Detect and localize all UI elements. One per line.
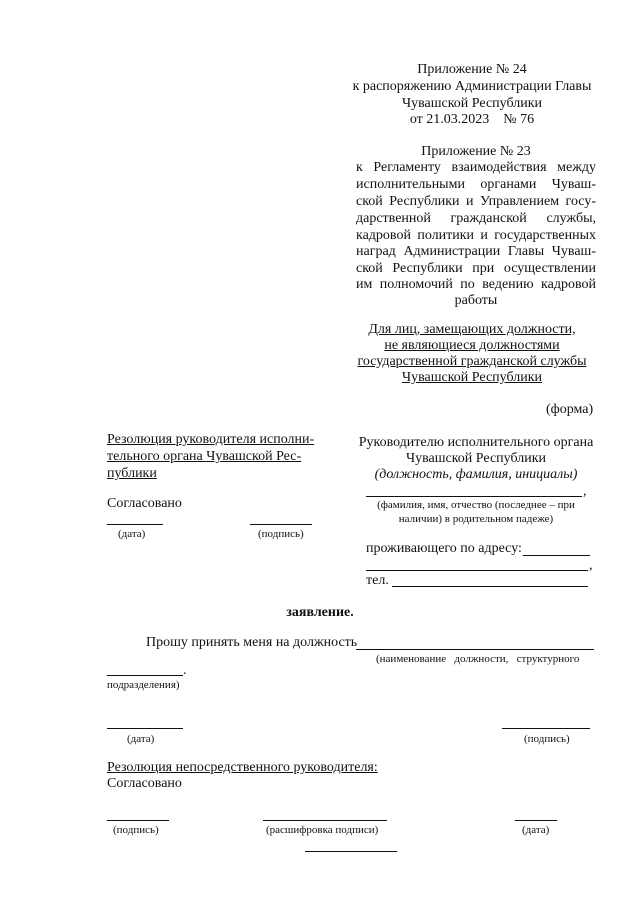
phone-line [392, 586, 588, 587]
signature-caption: (подпись) [524, 733, 570, 745]
resolution-head-line: Резолюция руководителя исполни- [107, 432, 315, 447]
appendix23-line: исполнительными органами Чуваш- [356, 177, 596, 192]
agreed-label: Согласовано [107, 496, 182, 511]
fio-hint: наличии) в родительном падеже) [398, 513, 554, 525]
address-line [523, 555, 590, 556]
appendix23-line: к Регламенту взаимодействия между [356, 160, 596, 175]
addressee-line: Руководителю исполнительного органа [358, 435, 594, 450]
scope-line: не являющиеся должностями [384, 338, 560, 353]
date-caption: (дата) [522, 824, 550, 836]
signature-line [250, 524, 312, 525]
comma: , [583, 484, 587, 499]
appendix23-title: Приложение № 23 [421, 144, 531, 159]
appendix23-line: дарственной гражданской службы, [356, 211, 596, 226]
statement-request: Прошу принять меня на должность [146, 635, 358, 650]
address-line [366, 570, 588, 571]
signature-line [107, 820, 169, 821]
appendix24-date: от 21.03.2023 № 76 [409, 112, 535, 127]
resolution-head-line: публики [107, 466, 157, 481]
signature-caption: (подпись) [258, 528, 304, 540]
fio-hint: (фамилия, имя, отчество (последнее – при [377, 499, 575, 511]
phone-label: тел. [366, 573, 389, 588]
decode-caption: (расшифровка подписи) [266, 824, 379, 836]
scope-line: Чувашской Республики [401, 370, 543, 385]
comma: , [589, 558, 593, 573]
appendix24-title: Приложение № 24 [417, 62, 527, 77]
agreed-label: Согласовано [107, 776, 182, 791]
appendix23-line: ской Республики при осуществлении [356, 261, 596, 276]
date-caption: (дата) [118, 528, 146, 540]
appendix24-line: к распоряжению Администрации Главы [352, 79, 592, 94]
position-hint: (наименование должности, структурного [376, 653, 580, 665]
addressee-line: Чувашской Республики [405, 451, 547, 466]
statement-title: заявление. [286, 605, 354, 620]
position-line-2 [107, 675, 183, 676]
appendix23-line: работы [454, 293, 498, 308]
appendix23-line: кадровой политики и государственных [356, 228, 596, 243]
fio-line [366, 496, 582, 497]
date-line [515, 820, 557, 821]
date-line [107, 524, 163, 525]
appendix23-line: наград Администрации Главы Чуваш- [356, 244, 596, 259]
signature-line [502, 728, 590, 729]
appendix23-line: им полномочий по ведению кадровой [356, 277, 596, 292]
appendix23-line: ской Республики и Управлением госу- [356, 194, 596, 209]
subdivision-hint: подразделения) [107, 679, 180, 691]
date-line [107, 728, 183, 729]
decode-line [263, 820, 387, 821]
resolution-head-line: тельного органа Чувашской Рес- [107, 449, 302, 464]
residence-label: проживающего по адресу: [366, 541, 522, 556]
appendix24-line: Чувашской Республики [401, 96, 543, 111]
dot: . [183, 663, 187, 678]
scope-line: государственной гражданской службы [357, 354, 587, 369]
position-line [356, 649, 594, 650]
form-label: (форма) [546, 402, 594, 417]
addressee-hint: (должность, фамилия, инициалы) [374, 467, 578, 482]
date-caption: (дата) [127, 733, 155, 745]
scope-line: Для лиц, замещающих должности, [368, 322, 576, 337]
resolution-direct-title: Резолюция непосредственного руководителя: [107, 760, 378, 775]
closing-line [305, 851, 397, 852]
signature-caption: (подпись) [113, 824, 159, 836]
